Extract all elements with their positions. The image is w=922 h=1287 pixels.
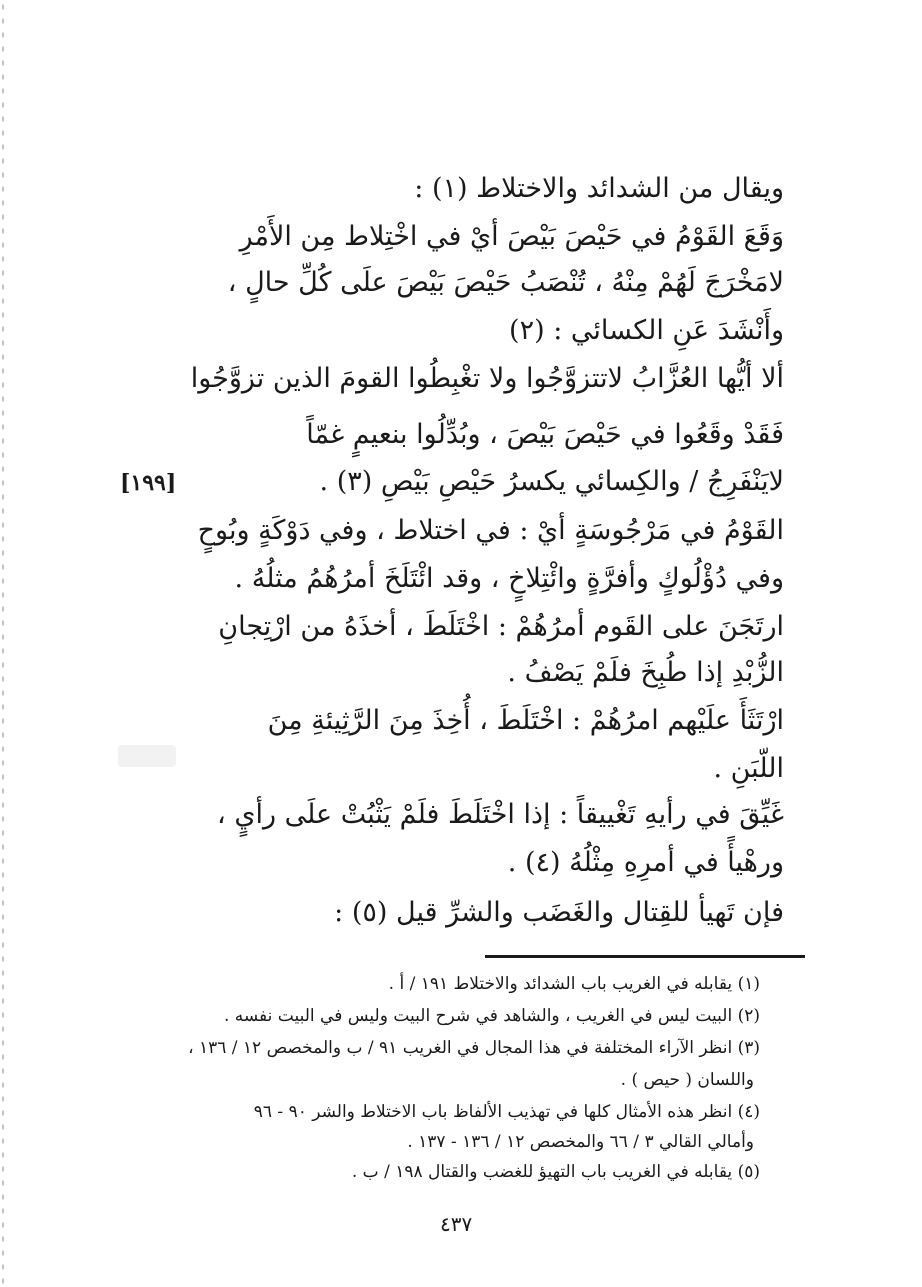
body-line: ويقال من الشدائد والاختلاط (١) : [414,173,784,204]
body-line: غَيِّقَ في رأيهِ تَغْييقاً : إذا اخْتَلَطَ فلَمْ يَثْبُتْ علَى رأيٍ ، [217,799,784,830]
page-number: ٤٣٧ [440,1212,473,1236]
margin-page-marker: [١٩٩] [120,470,177,496]
footnote-line: (٢) البيت ليس في الغريب ، والشاهد في شرح البيت وليس في البيت نفسه . [223,1006,760,1026]
body-line: وفي دُؤْلُوكٍ وأفرَّةٍ وائْتِلاخٍ ، وقد ائْتَلَخَ أمرُهُمُ مثلُهُ . [234,563,784,594]
body-line: فَقَدْ وقَعُوا في حَيْصَ بَيْصَ ، وبُدِّلُوا بنعيمٍ غمّاً [306,419,784,450]
body-line: فإن تَهيأ للقِتال والغَضَب والشرِّ قيل (٥) : [334,897,784,928]
body-line: لايَنْفَرِجُ / والكِسائي يكسرُ حَيْصِ بَيْصِ (٣) . [319,466,784,497]
body-line: ارتَجَنَ على القَوم أمرُهُمْ : اخْتَلَطَ ، أخذَهُ من ارْتِجانِ [218,611,784,642]
body-line: لامَخْرَجَ لَهُمْ مِنْهُ ، تُنْصَبُ حَيْصَ بَيْصَ علَى كُلِّ حالٍ ، [227,267,784,298]
scan-smudge [118,745,176,767]
body-line: القَوْمُ في مَرْجُوسَةٍ أيْ : في اختلاط ، وفي دَوْكَةٍ وبُوحٍ [197,515,784,546]
footnote-line: (٥) يقابله في الغريب باب التهيؤ للغضب والقتال ١٩٨ / ب . [351,1162,760,1182]
footnote-divider [485,955,805,958]
body-line: ارْتَثَأَ علَيْهم امرُهُمْ : اخْتَلَطَ ، أُخِذَ مِنَ الرَّثِيئةِ مِنَ [267,705,784,736]
body-line: وَقَعَ القَوْمُ في حَيْصَ بَيْصَ أيْ في اخْتِلاط مِن الأَمْرِ [239,221,784,252]
page-edge-dots [0,0,6,1287]
footnote-line: (٣) انظر الآراء المختلفة في هذا المجال في الغريب ٩١ / ب والمخصص ١٢ / ١٣٦ ، [188,1038,760,1058]
footnote-line: (٤) انظر هذه الأمثال كلها في تهذيب الألفاظ باب الاختلاط والشر ٩٠ - ٩٦ [253,1102,760,1122]
body-line: الزُّبْدِ إذا طُبِخَ فلَمْ يَصْفُ . [507,657,784,688]
footnote-line: وأمالي القالي ٣ / ٦٦ والمخصص ١٢ / ١٣٦ - ١٣٧ . [407,1132,754,1152]
body-line: اللّبَنِ . [713,753,784,784]
footnote-line: واللسان ( حيص ) . [620,1070,754,1090]
body-line: ورهْيأً في أمرِهِ مِثْلُهُ (٤) . [507,847,784,878]
body-line: وأَنْشَدَ عَنِ الكسائي : (٢) [509,315,784,346]
poem-verse-line: ألا أيُّها العُزَّابُ لاتتزوَّجُوا ولا تغْبِطُوا القومَ الذين تزوَّجُوا [190,363,784,394]
footnote-line: (١) يقابله في الغريب باب الشدائد والاختلاط ١٩١ / أ . [388,974,760,994]
